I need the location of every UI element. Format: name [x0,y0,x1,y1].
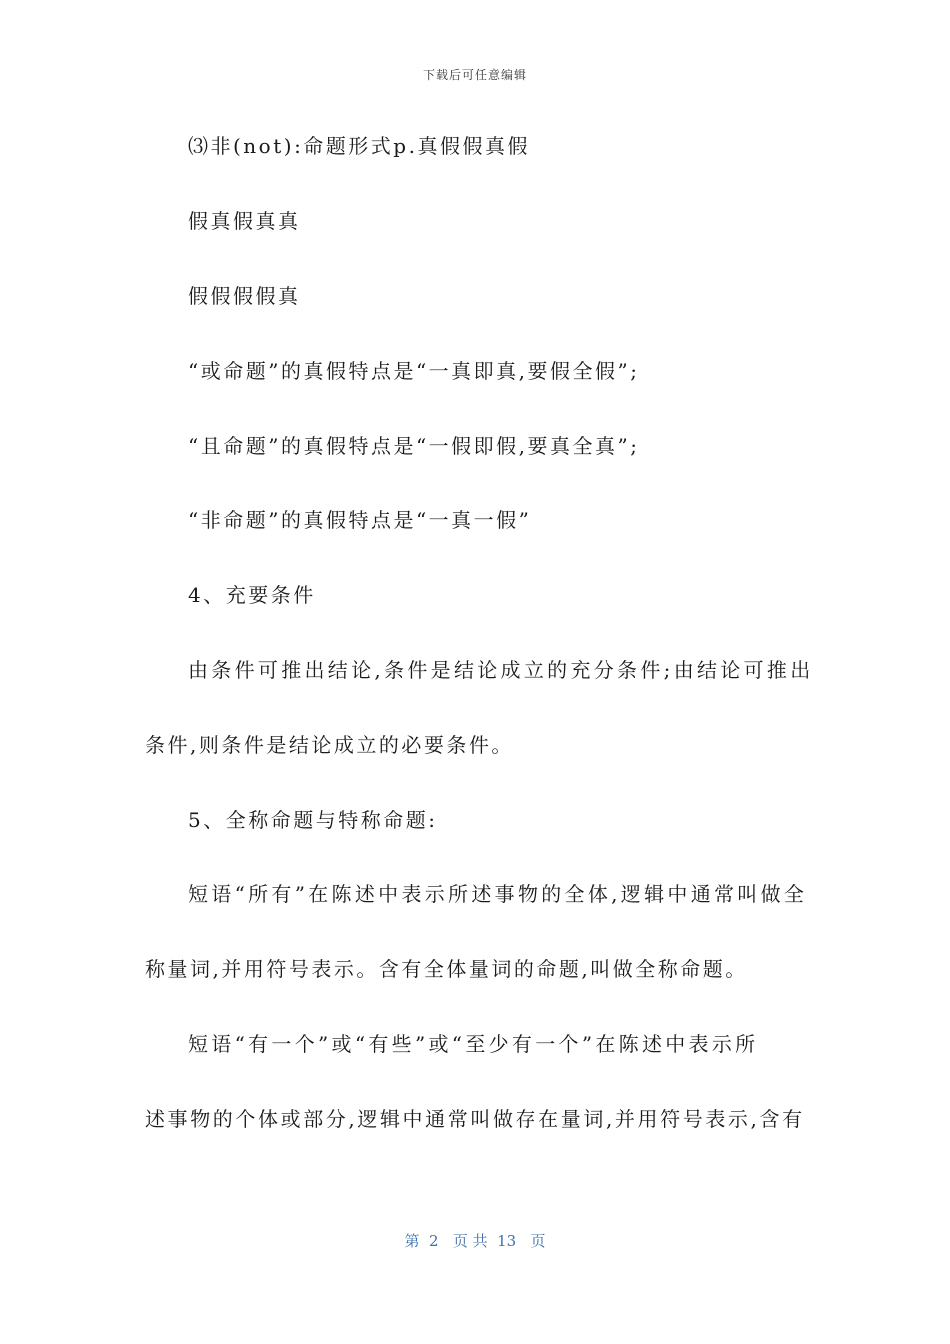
text-line: 短语“所有”在陈述中表示所述事物的全体,逻辑中通常叫做全 [188,882,808,906]
text-line: ⑶非(not):命题形式p.真假假真假 [188,134,530,158]
page-number-footer: 第 2 页 共 13 页 [404,1232,546,1250]
section-heading: 5、全称命题与特称命题: [188,808,438,832]
text-line: 假真假真真 [188,209,301,233]
text-line: “非命题”的真假特点是“一真一假” [188,508,532,532]
section-heading: 4、充要条件 [188,583,316,607]
text-line: 短语“有一个”或“有些”或“至少有一个”在陈述中表示所 [188,1032,759,1056]
text-line: 由条件可推出结论,条件是结论成立的充分条件;由结论可推出 [188,658,814,682]
text-line: “且命题”的真假特点是“一假即假,要真全真”; [188,434,640,458]
text-line: 条件,则条件是结论成立的必要条件。 [145,733,514,757]
text-line: 称量词,并用符号表示。含有全体量词的命题,叫做全称命题。 [145,957,748,981]
text-line: 述事物的个体或部分,逻辑中通常叫做存在量词,并用符号表示,含有 [145,1107,805,1131]
text-line: “或命题”的真假特点是“一真即真,要假全假”; [188,359,640,383]
page-header: 下载后可任意编辑 [422,68,527,82]
text-line: 假假假假真 [188,284,301,308]
